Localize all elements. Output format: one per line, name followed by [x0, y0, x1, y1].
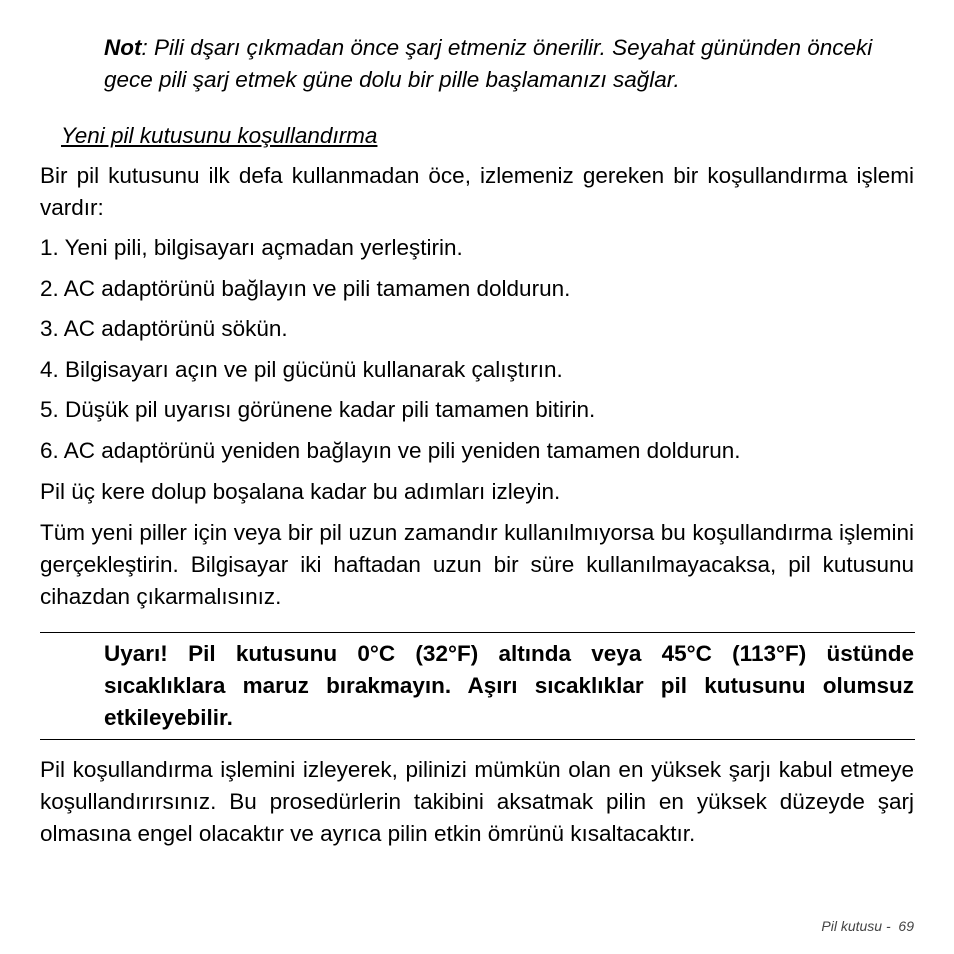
- step-6: 6. AC adaptörünü yeniden bağlayın ve pili yeniden tamamen doldurun.: [40, 438, 741, 463]
- conclusion-paragraph: Pil koşullandırma işlemini izleyerek, pilinizi mümkün olan en yüksek şarjı kabul etmeye koşullandırırsınız. Bu prosedürlerin takibini aksatmak pilin en yüksek düzeyde şarj olmasına engel olacaktır ve ayrıca pilin etkin ömrünü kısaltacaktır.: [40, 757, 914, 846]
- step-1: 1. Yeni pili, bilgisayarı açmadan yerleştirin.: [40, 235, 463, 260]
- page-footer: [821, 918, 914, 934]
- step-3: 3. AC adaptörünü sökün.: [40, 316, 288, 341]
- note-paragraph: [104, 32, 914, 96]
- warning-top-divider: [40, 632, 915, 633]
- intro-paragraph: Bir pil kutusunu ilk defa kullanmadan öce, izlemeniz gereken bir koşullandırma işlemi vardır:: [40, 163, 914, 220]
- step-2: 2. AC adaptörünü bağlayın ve pili tamamen doldurun.: [40, 276, 571, 301]
- note-label: Not: [104, 35, 142, 60]
- warning-paragraph: Uyarı! Pil kutusunu 0°C (32°F) altında veya 45°C (113°F) üstünde sıcaklıklara maruz bırakmayın. Aşırı sıcaklıklar pil kutusunu olumsuz etkileyebilir.: [104, 641, 914, 730]
- note-text: : Pili dşarı çıkmadan önce şarj etmeniz önerilir. Seyahat gününden önceki gece pili şarj etmek güne dolu bir pille başlamanızı sağlar.: [104, 35, 873, 92]
- section-title: Yeni pil kutusunu koşullandırma: [61, 123, 378, 148]
- step-5: 5. Düşük pil uyarısı görünene kadar pili tamamen bitirin.: [40, 397, 596, 422]
- warning-bottom-divider: [40, 739, 915, 740]
- repeat-paragraph: Pil üç kere dolup boşalana kadar bu adımları izleyin.: [40, 479, 561, 504]
- step-4: 4. Bilgisayarı açın ve pil gücünü kullanarak çalıştırın.: [40, 357, 563, 382]
- footer-section: Pil kutusu -: [821, 918, 891, 934]
- page-number: 69: [898, 918, 914, 934]
- new-batteries-paragraph: Tüm yeni piller için veya bir pil uzun zamandır kullanılmıyorsa bu koşullandırma işlemini gerçekleştirin. Bilgisayar iki haftadan uzun bir süre kullanılmayacaksa, pil kutusunu cihazdan çıkarmalısınız.: [40, 520, 914, 609]
